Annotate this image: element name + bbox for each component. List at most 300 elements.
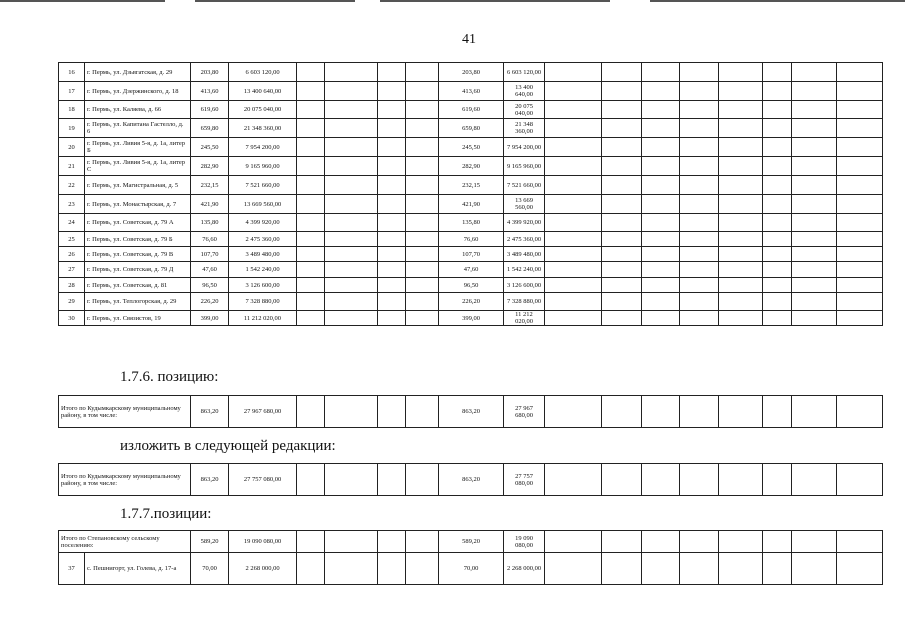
empty-cell: [602, 82, 642, 101]
empty-cell: [378, 82, 406, 101]
empty-cell: [642, 119, 680, 138]
empty-cell: [680, 531, 719, 553]
area-cell: 589,20: [439, 531, 504, 553]
empty-cell: [545, 214, 602, 232]
address-cell: г. Пермь, ул. Капитана Гастелло, д. 6: [85, 119, 191, 138]
empty-cell: [837, 247, 883, 262]
area-cell: 863,20: [439, 464, 504, 496]
empty-cell: [406, 293, 439, 311]
empty-cell: [719, 82, 763, 101]
empty-cell: [680, 464, 719, 496]
empty-cell: [325, 63, 378, 82]
row-number: 23: [59, 195, 85, 214]
empty-cell: [763, 82, 792, 101]
heading-position: 1.7.6. позицию:: [120, 369, 219, 385]
empty-cell: [680, 232, 719, 247]
empty-cell: [642, 157, 680, 176]
empty-cell: [545, 195, 602, 214]
empty-cell: [602, 262, 642, 278]
empty-cell: [719, 157, 763, 176]
empty-cell: [792, 138, 837, 157]
empty-cell: [642, 82, 680, 101]
empty-cell: [602, 63, 642, 82]
empty-cell: [545, 63, 602, 82]
empty-cell: [602, 464, 642, 496]
empty-cell: [378, 176, 406, 195]
empty-cell: [642, 553, 680, 585]
table-row: [59, 157, 883, 176]
sum-cell: 7 521 660,00: [229, 176, 297, 195]
sum-cell: 3 126 600,00: [229, 278, 297, 293]
empty-cell: [545, 138, 602, 157]
sum-cell: 6 603 120,00: [504, 63, 545, 82]
area-cell: 863,20: [191, 396, 229, 428]
empty-cell: [325, 553, 378, 585]
address-cell: г. Пермь, ул. Советская, д. 79 Б: [85, 232, 191, 247]
empty-cell: [837, 176, 883, 195]
empty-cell: [602, 119, 642, 138]
empty-cell: [602, 278, 642, 293]
empty-cell: [406, 157, 439, 176]
empty-cell: [297, 262, 325, 278]
empty-cell: [325, 101, 378, 119]
empty-cell: [642, 262, 680, 278]
area-cell: 107,70: [439, 247, 504, 262]
empty-cell: [602, 247, 642, 262]
empty-cell: [763, 464, 792, 496]
empty-cell: [545, 232, 602, 247]
empty-cell: [378, 262, 406, 278]
empty-cell: [297, 553, 325, 585]
area-cell: 232,15: [439, 176, 504, 195]
empty-cell: [792, 101, 837, 119]
sum-cell: 27 757 080,00: [504, 464, 545, 496]
empty-cell: [642, 232, 680, 247]
sum-cell: 7 954 200,00: [504, 138, 545, 157]
empty-cell: [406, 214, 439, 232]
empty-cell: [325, 464, 378, 496]
empty-cell: [297, 63, 325, 82]
empty-cell: [378, 214, 406, 232]
empty-cell: [325, 82, 378, 101]
area-cell: 226,20: [439, 293, 504, 311]
sum-cell: 9 165 960,00: [229, 157, 297, 176]
sum-cell: 20 075 040,00: [504, 101, 545, 119]
empty-cell: [602, 138, 642, 157]
empty-cell: [602, 157, 642, 176]
new-total-table: [58, 463, 883, 496]
empty-cell: [378, 553, 406, 585]
empty-cell: [792, 214, 837, 232]
sum-cell: 7 328 880,00: [229, 293, 297, 311]
empty-cell: [680, 278, 719, 293]
address-cell: с. Пешнигорт, ул. Голева, д. 17-а: [85, 553, 191, 585]
empty-cell: [297, 157, 325, 176]
empty-cell: [325, 311, 378, 326]
sum-cell: 20 075 040,00: [229, 101, 297, 119]
empty-cell: [325, 232, 378, 247]
address-cell: г. Пермь, ул. Связистов, 19: [85, 311, 191, 326]
empty-cell: [545, 247, 602, 262]
address-cell: г. Пермь, ул. Советская, д. 79 Д: [85, 262, 191, 278]
empty-cell: [545, 464, 602, 496]
address-cell: г. Пермь, ул. Советская, д. 79 В: [85, 247, 191, 262]
empty-cell: [297, 214, 325, 232]
row-number: 29: [59, 293, 85, 311]
row-number: 21: [59, 157, 85, 176]
area-cell: 399,00: [439, 311, 504, 326]
top-rule-right: [650, 0, 905, 2]
empty-cell: [378, 119, 406, 138]
empty-cell: [680, 176, 719, 195]
address-cell: г. Пермь, ул. Советская, д. 79 А: [85, 214, 191, 232]
empty-cell: [837, 63, 883, 82]
empty-cell: [406, 396, 439, 428]
area-cell: 659,80: [439, 119, 504, 138]
top-rule-left: [0, 0, 165, 2]
empty-cell: [378, 396, 406, 428]
sum-cell: 27 757 080,00: [229, 464, 297, 496]
empty-cell: [763, 293, 792, 311]
empty-cell: [297, 82, 325, 101]
empty-cell: [719, 138, 763, 157]
sum-cell: 13 669 560,00: [504, 195, 545, 214]
empty-cell: [680, 63, 719, 82]
empty-cell: [792, 176, 837, 195]
area-cell: 107,70: [191, 247, 229, 262]
empty-cell: [378, 247, 406, 262]
empty-cell: [406, 101, 439, 119]
empty-cell: [837, 278, 883, 293]
sum-cell: 2 475 360,00: [229, 232, 297, 247]
empty-cell: [680, 262, 719, 278]
table-row: [59, 138, 883, 157]
empty-cell: [792, 311, 837, 326]
empty-cell: [763, 232, 792, 247]
empty-cell: [837, 553, 883, 585]
empty-cell: [792, 278, 837, 293]
area-cell: 421,90: [439, 195, 504, 214]
area-cell: 76,60: [191, 232, 229, 247]
row-number: 22: [59, 176, 85, 195]
top-rule-center: [380, 0, 610, 2]
row-number: 25: [59, 232, 85, 247]
empty-cell: [837, 531, 883, 553]
empty-cell: [680, 396, 719, 428]
empty-cell: [378, 278, 406, 293]
empty-cell: [378, 464, 406, 496]
empty-cell: [837, 464, 883, 496]
empty-cell: [545, 119, 602, 138]
empty-cell: [763, 195, 792, 214]
empty-cell: [406, 464, 439, 496]
empty-cell: [602, 232, 642, 247]
table-row: [59, 293, 883, 311]
empty-cell: [792, 232, 837, 247]
area-cell: 413,60: [439, 82, 504, 101]
empty-cell: [763, 63, 792, 82]
empty-cell: [297, 247, 325, 262]
empty-cell: [719, 311, 763, 326]
empty-cell: [406, 553, 439, 585]
sum-cell: 21 348 360,00: [504, 119, 545, 138]
table-row: [59, 262, 883, 278]
total-row: [59, 531, 883, 553]
table-row: [59, 214, 883, 232]
empty-cell: [837, 101, 883, 119]
empty-cell: [792, 247, 837, 262]
sum-cell: 1 542 240,00: [229, 262, 297, 278]
area-cell: 76,60: [439, 232, 504, 247]
empty-cell: [680, 311, 719, 326]
empty-cell: [602, 531, 642, 553]
row-number: 26: [59, 247, 85, 262]
area-cell: 226,20: [191, 293, 229, 311]
empty-cell: [837, 293, 883, 311]
last-table: [58, 530, 883, 585]
address-cell: г. Пермь, ул. Советская, д. 81: [85, 278, 191, 293]
empty-cell: [642, 531, 680, 553]
empty-cell: [792, 293, 837, 311]
empty-cell: [297, 396, 325, 428]
total-label: Итого по Степановскому сельскому поселению:: [59, 531, 191, 553]
area-cell: 863,20: [191, 464, 229, 496]
empty-cell: [378, 311, 406, 326]
empty-cell: [642, 311, 680, 326]
empty-cell: [763, 101, 792, 119]
area-cell: 70,00: [439, 553, 504, 585]
empty-cell: [325, 293, 378, 311]
empty-cell: [545, 101, 602, 119]
area-cell: 413,60: [191, 82, 229, 101]
area-cell: 399,00: [191, 311, 229, 326]
row-number: 16: [59, 63, 85, 82]
address-cell: г. Пермь, ул. Ливия 5-я, д. 1а, литер Б: [85, 138, 191, 157]
empty-cell: [325, 195, 378, 214]
address-cell: г. Пермь, ул. Дзержинского, д. 18: [85, 82, 191, 101]
empty-cell: [719, 396, 763, 428]
empty-cell: [602, 214, 642, 232]
empty-cell: [719, 262, 763, 278]
empty-cell: [680, 214, 719, 232]
area-cell: 47,60: [439, 262, 504, 278]
table-row: [59, 553, 883, 585]
empty-cell: [545, 278, 602, 293]
empty-cell: [680, 157, 719, 176]
empty-cell: [602, 176, 642, 195]
empty-cell: [763, 278, 792, 293]
empty-cell: [602, 101, 642, 119]
empty-cell: [837, 82, 883, 101]
empty-cell: [406, 63, 439, 82]
sum-cell: 13 669 560,00: [229, 195, 297, 214]
empty-cell: [406, 119, 439, 138]
empty-cell: [297, 176, 325, 195]
area-cell: 245,50: [191, 138, 229, 157]
old-total-table: [58, 395, 883, 428]
empty-cell: [602, 553, 642, 585]
top-rule-middle: [195, 0, 355, 2]
empty-cell: [545, 553, 602, 585]
empty-cell: [719, 176, 763, 195]
address-cell: г. Пермь, ул. Теплогорская, д. 29: [85, 293, 191, 311]
empty-cell: [602, 293, 642, 311]
sum-cell: 3 489 480,00: [229, 247, 297, 262]
table-row: [59, 278, 883, 293]
area-cell: 659,80: [191, 119, 229, 138]
empty-cell: [325, 119, 378, 138]
empty-cell: [378, 232, 406, 247]
empty-cell: [719, 464, 763, 496]
empty-cell: [837, 232, 883, 247]
sum-cell: 11 212 020,00: [504, 311, 545, 326]
area-cell: 245,50: [439, 138, 504, 157]
empty-cell: [297, 195, 325, 214]
row-number: 37: [59, 553, 85, 585]
row-number: 19: [59, 119, 85, 138]
empty-cell: [680, 138, 719, 157]
area-cell: 619,60: [191, 101, 229, 119]
area-cell: 282,90: [439, 157, 504, 176]
empty-cell: [642, 214, 680, 232]
empty-cell: [325, 214, 378, 232]
sum-cell: 2 268 000,00: [504, 553, 545, 585]
empty-cell: [837, 138, 883, 157]
total-label: Итого по Кудымкарскому муниципальному району, в том числе:: [59, 464, 191, 496]
row-number: 18: [59, 101, 85, 119]
empty-cell: [325, 396, 378, 428]
empty-cell: [642, 293, 680, 311]
sum-cell: 3 489 480,00: [504, 247, 545, 262]
table-row: [59, 311, 883, 326]
sum-cell: 27 967 680,00: [229, 396, 297, 428]
empty-cell: [680, 119, 719, 138]
empty-cell: [378, 101, 406, 119]
empty-cell: [837, 157, 883, 176]
area-cell: 282,90: [191, 157, 229, 176]
empty-cell: [406, 176, 439, 195]
area-cell: 589,20: [191, 531, 229, 553]
sum-cell: 27 967 680,00: [504, 396, 545, 428]
area-cell: 421,90: [191, 195, 229, 214]
empty-cell: [792, 63, 837, 82]
empty-cell: [325, 138, 378, 157]
empty-cell: [406, 232, 439, 247]
row-number: 30: [59, 311, 85, 326]
empty-cell: [792, 262, 837, 278]
empty-cell: [545, 311, 602, 326]
address-cell: г. Пермь, ул. Магистральная, д. 5: [85, 176, 191, 195]
sum-cell: 21 348 360,00: [229, 119, 297, 138]
total-row: [59, 464, 883, 496]
main-table: [58, 62, 883, 326]
empty-cell: [325, 247, 378, 262]
address-cell: г. Пермь, ул. Дзьвгатская, д. 29: [85, 63, 191, 82]
empty-cell: [792, 553, 837, 585]
row-number: 20: [59, 138, 85, 157]
empty-cell: [406, 262, 439, 278]
heading-new-edition: изложить в следующей редакции:: [120, 438, 336, 454]
sum-cell: 1 542 240,00: [504, 262, 545, 278]
row-number: 28: [59, 278, 85, 293]
empty-cell: [545, 293, 602, 311]
empty-cell: [680, 195, 719, 214]
empty-cell: [602, 195, 642, 214]
area-cell: 619,60: [439, 101, 504, 119]
empty-cell: [837, 195, 883, 214]
sum-cell: 13 400 640,00: [504, 82, 545, 101]
empty-cell: [545, 176, 602, 195]
empty-cell: [406, 311, 439, 326]
empty-cell: [680, 101, 719, 119]
empty-cell: [763, 247, 792, 262]
empty-cell: [719, 553, 763, 585]
empty-cell: [325, 157, 378, 176]
sum-cell: 11 212 020,00: [229, 311, 297, 326]
table-row: [59, 195, 883, 214]
empty-cell: [406, 195, 439, 214]
area-cell: 70,00: [191, 553, 229, 585]
empty-cell: [297, 138, 325, 157]
area-cell: 863,20: [439, 396, 504, 428]
row-number: 24: [59, 214, 85, 232]
sum-cell: 2 268 000,00: [229, 553, 297, 585]
empty-cell: [406, 278, 439, 293]
page-number: 41: [462, 32, 476, 47]
sum-cell: 3 126 600,00: [504, 278, 545, 293]
area-cell: 96,50: [439, 278, 504, 293]
empty-cell: [325, 278, 378, 293]
sum-cell: 6 603 120,00: [229, 63, 297, 82]
empty-cell: [792, 82, 837, 101]
empty-cell: [642, 138, 680, 157]
empty-cell: [763, 157, 792, 176]
table-row: [59, 176, 883, 195]
area-cell: 203,80: [191, 63, 229, 82]
empty-cell: [642, 464, 680, 496]
empty-cell: [837, 396, 883, 428]
empty-cell: [642, 101, 680, 119]
empty-cell: [545, 157, 602, 176]
empty-cell: [719, 63, 763, 82]
area-cell: 135,80: [191, 214, 229, 232]
empty-cell: [719, 195, 763, 214]
table-row: [59, 247, 883, 262]
empty-cell: [792, 396, 837, 428]
empty-cell: [378, 195, 406, 214]
sum-cell: 19 090 080,00: [229, 531, 297, 553]
empty-cell: [719, 232, 763, 247]
empty-cell: [837, 214, 883, 232]
row-number: 17: [59, 82, 85, 101]
empty-cell: [378, 157, 406, 176]
empty-cell: [792, 464, 837, 496]
empty-cell: [297, 531, 325, 553]
empty-cell: [642, 195, 680, 214]
empty-cell: [837, 119, 883, 138]
empty-cell: [719, 293, 763, 311]
sum-cell: 13 400 640,00: [229, 82, 297, 101]
empty-cell: [406, 531, 439, 553]
empty-cell: [837, 262, 883, 278]
empty-cell: [763, 396, 792, 428]
empty-cell: [545, 531, 602, 553]
address-cell: г. Пермь, ул. Каляева, д. 66: [85, 101, 191, 119]
area-cell: 47,60: [191, 262, 229, 278]
empty-cell: [297, 293, 325, 311]
empty-cell: [792, 157, 837, 176]
empty-cell: [792, 119, 837, 138]
